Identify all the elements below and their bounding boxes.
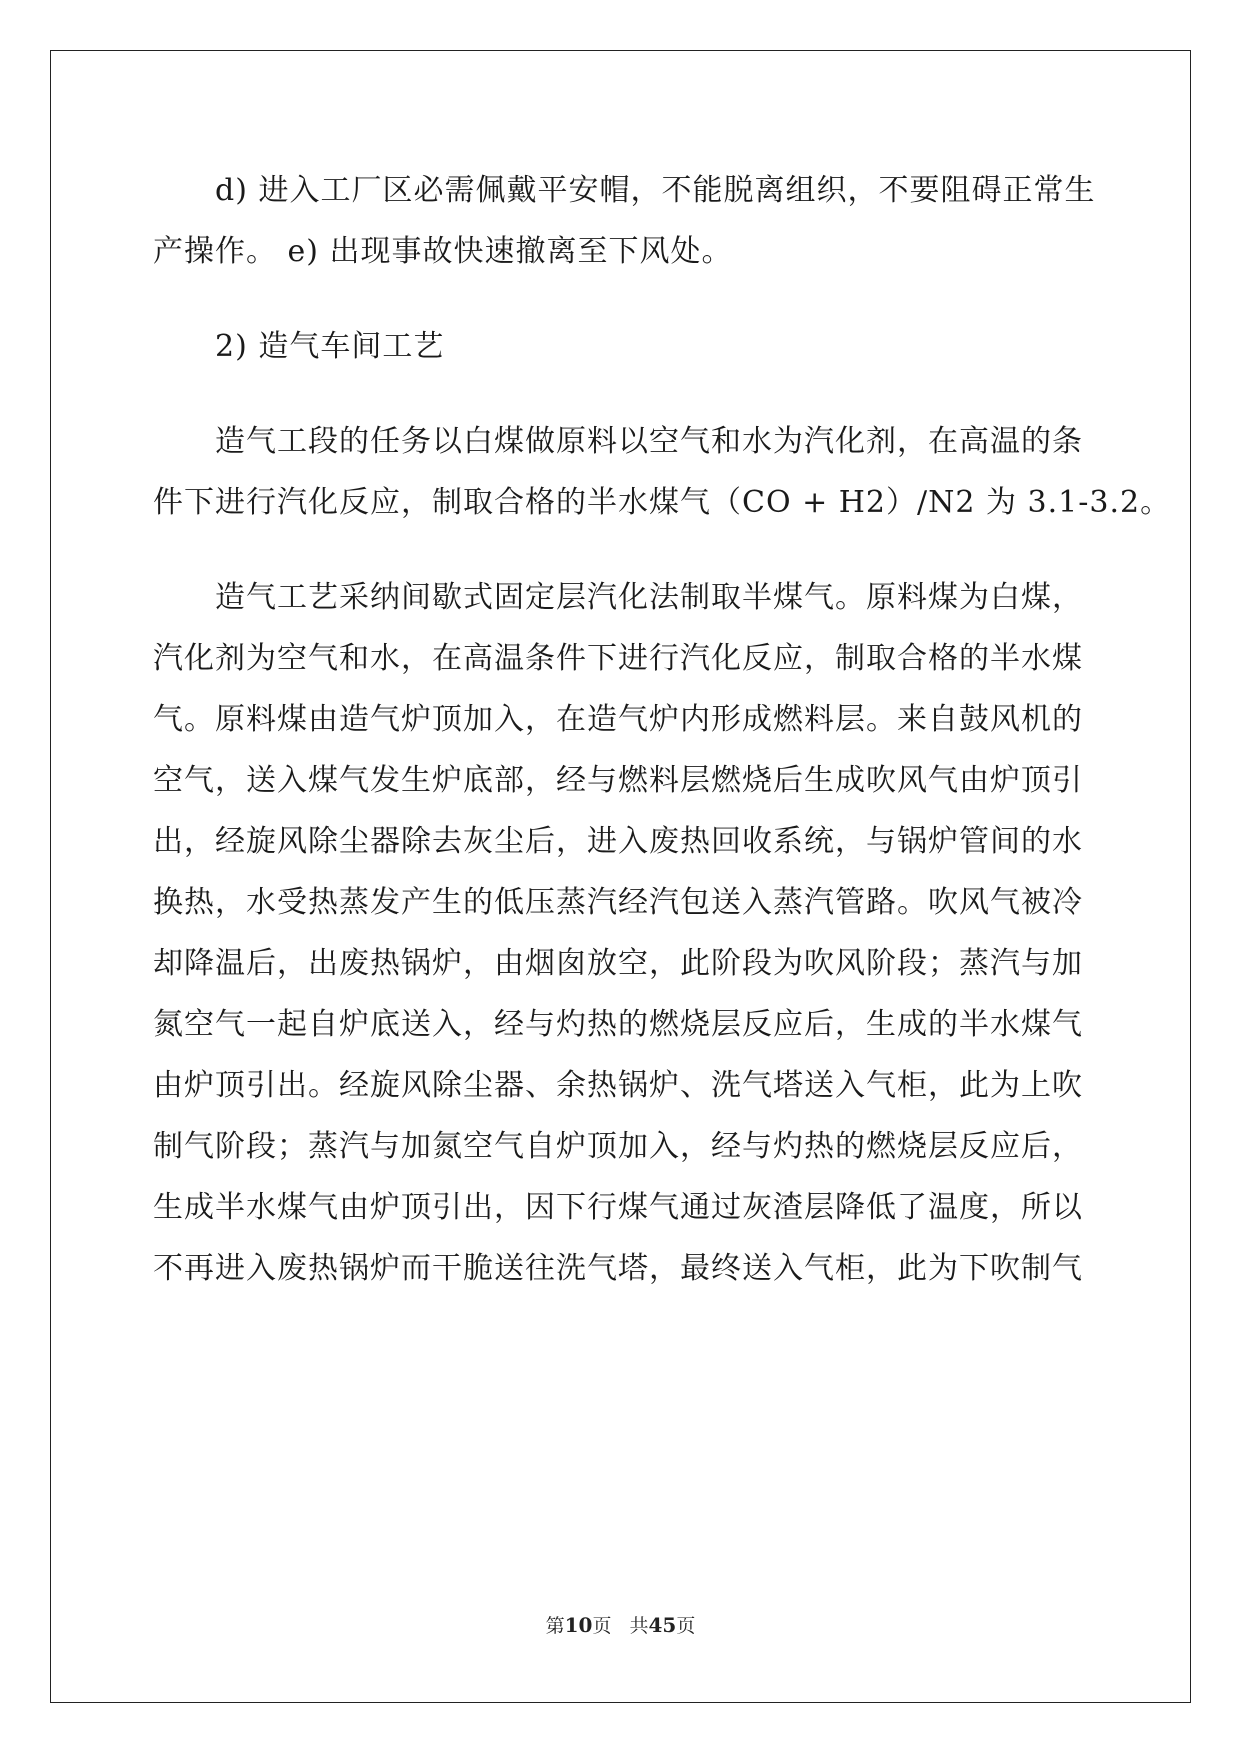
paragraph-line: 空气，送入煤气发生炉底部，经与燃料层燃烧后生成吹风气由炉顶引 bbox=[153, 763, 1083, 798]
page-label-prefix: 第 bbox=[545, 1615, 565, 1637]
paragraph-line: 件下进行汽化反应，制取合格的半水煤气（CO + H2）/N2 为 3.1-3.2。 bbox=[153, 485, 1172, 520]
paragraph-line: d) 进入工厂区必需佩戴平安帽，不能脱离组织，不要阻碍正常生 bbox=[215, 173, 1096, 208]
paragraph-line: 由炉顶引出。经旋风除尘器、余热锅炉、洗气塔送入气柜，此为上吹 bbox=[153, 1068, 1083, 1103]
paragraph-line: 造气工艺采纳间歇式固定层汽化法制取半煤气。原料煤为白煤， bbox=[215, 580, 1083, 615]
paragraph-line: 换热，水受热蒸发产生的低压蒸汽经汽包送入蒸汽管路。吹风气被冷 bbox=[153, 885, 1083, 920]
paragraph-line: 气。原料煤由造气炉顶加入，在造气炉内形成燃料层。来自鼓风机的 bbox=[153, 702, 1083, 737]
paragraph-line: 氮空气一起自炉底送入，经与灼热的燃烧层反应后，生成的半水煤气 bbox=[153, 1007, 1083, 1042]
paragraph-line: 出，经旋风除尘器除去灰尘后，进入废热回收系统，与锅炉管间的水 bbox=[153, 824, 1083, 859]
paragraph-line: 造气工段的任务以白煤做原料以空气和水为汽化剂，在高温的条 bbox=[215, 424, 1083, 459]
page-number: 10 bbox=[564, 1613, 593, 1637]
paragraph-line: 不再进入废热锅炉而干脆送往洗气塔，最终送入气柜，此为下吹制气 bbox=[153, 1251, 1083, 1286]
paragraph-line: 产操作。 e) 出现事故快速撤离至下风处。 bbox=[153, 234, 733, 269]
paragraph-line: 汽化剂为空气和水，在高温条件下进行汽化反应，制取合格的半水煤 bbox=[153, 641, 1083, 676]
page-label-suffix: 页 bbox=[592, 1615, 612, 1637]
page-footer bbox=[0, 1611, 1241, 1638]
total-pages: 45 bbox=[648, 1613, 677, 1637]
total-label-prefix: 共 bbox=[629, 1615, 649, 1637]
paragraph-line: 却降温后，出废热锅炉，由烟囱放空，此阶段为吹风阶段；蒸汽与加 bbox=[153, 946, 1083, 981]
document-body bbox=[153, 160, 1172, 1299]
paragraph-line: 制气阶段；蒸汽与加氮空气自炉顶加入，经与灼热的燃烧层反应后， bbox=[153, 1129, 1083, 1164]
paragraph-line: 生成半水煤气由炉顶引出，因下行煤气通过灰渣层降低了温度，所以 bbox=[153, 1190, 1083, 1225]
total-label-suffix: 页 bbox=[676, 1615, 696, 1637]
section-heading: 2) 造气车间工艺 bbox=[215, 329, 445, 364]
